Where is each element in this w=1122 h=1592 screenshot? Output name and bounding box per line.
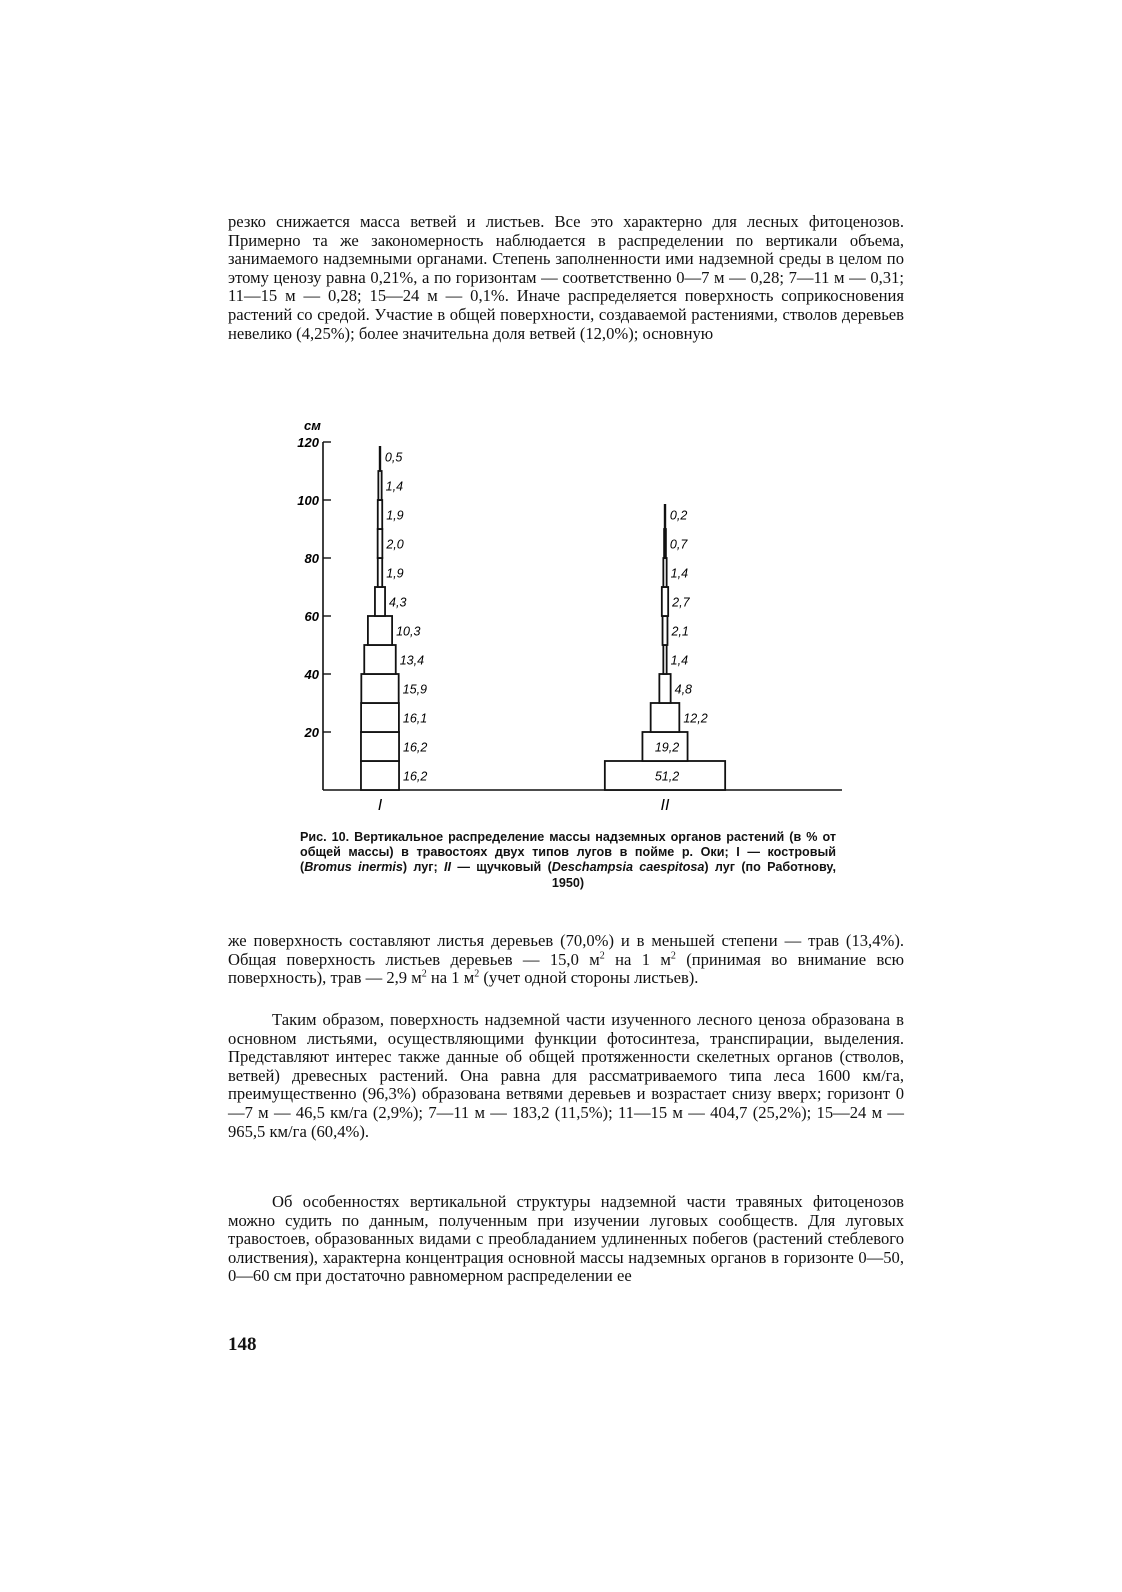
- bar-layer: [364, 645, 395, 674]
- bar-layer: [378, 471, 381, 500]
- series-label: II: [660, 797, 670, 814]
- vertical-mass-distribution-chart: [290, 412, 850, 822]
- bar-value-label: 16,1: [402, 711, 428, 726]
- bar-value-label: 0,2: [669, 508, 688, 523]
- series-label: I: [377, 797, 383, 814]
- bar-value-label: 1,4: [670, 653, 689, 668]
- bar-value-label: 13,4: [399, 653, 425, 668]
- bar-value-label: 12,2: [683, 711, 708, 726]
- bar-layer: [361, 732, 399, 761]
- bar-layer: [378, 529, 383, 558]
- bar-value-label: 0,5: [384, 450, 403, 465]
- bar-layer: [361, 703, 399, 732]
- y-tick-label: 80: [304, 551, 319, 566]
- figure-caption: Рис. 10. Вертикальное распределение массы надземных органов растений (в % от общей массы) в травостоях двух типов лугов в пойме р. Оки; I — костровый (Bromus inermis) луг; II — щучковый (Deschampsia caespitosa) луг (по Работнову, 1950): [300, 830, 836, 890]
- bar-layer: [361, 674, 398, 703]
- bar-value-label: 19,2: [654, 740, 680, 755]
- bar-value-label: 1,9: [386, 508, 404, 523]
- paragraph-1: резко снижается масса ветвей и листьев. Все это характерно для лесных фитоценозов. Примерно та же закономерность наблюдается в распределении по вертикали объема, занимаемого надземными органами. Степень заполненности ими надземной среды в целом по этому ценозу равна 0,21%, а по горизонтам — соответственно 0—7 м — 0,28; 7—11 м — 0,31; 11—15 м — 0,28; 15—24 м — 0,1%. Иначе распределяется поверхность соприкосновения растений со средой. Участие в общей поверхности, создаваемой растениями, стволов деревьев невелико (4,25%); более значительна доля ветвей (12,0%); основную: [228, 212, 904, 343]
- y-tick-label: 20: [304, 725, 319, 740]
- y-tick-label: 100: [297, 493, 319, 508]
- y-axis-unit-label: см: [304, 418, 321, 433]
- paragraph-3: Таким образом, поверхность надземной части изученного лесного ценоза образована в основном листьями, осуществляющими функции фотосинтеза, транспирации, выделения. Представляют интерес также данные об общей протяженности скелетных органов (стволов, ветвей) древесных растений. Она равна для рассматриваемого типа леса 1600 км/га, преимущественно (96,3%) образована ветвями деревьев и возрастает снизу вверх; горизонт 0—7 м — 46,5 км/га (2,9%); 7—11 м — 183,2 (11,5%); 11—15 м — 404,7 (25,2%); 15—24 м — 965,5 км/га (60,4%).: [228, 1010, 904, 1141]
- bar-value-label: 0,7: [669, 537, 688, 552]
- bar-value-label: 2,7: [672, 595, 690, 610]
- y-tick-label: 60: [304, 609, 319, 624]
- bar-layer: [663, 645, 666, 674]
- bar-layer: [664, 529, 666, 558]
- bar-layer: [659, 674, 670, 703]
- bar-value-label: 1,4: [670, 566, 689, 581]
- bar-value-label: 1,4: [385, 479, 404, 494]
- bar-layer: [378, 558, 382, 587]
- bar-value-label: 51,2: [654, 769, 680, 784]
- bar-layer: [378, 500, 382, 529]
- bar-value-label: 10,3: [396, 624, 421, 639]
- bar-value-label: 15,9: [402, 682, 428, 697]
- bar-value-label: 2,0: [386, 537, 404, 552]
- bar-value-label: 1,9: [386, 566, 404, 581]
- bar-layer: [361, 761, 399, 790]
- bar-value-label: 16,2: [403, 740, 428, 755]
- page-number: 148: [228, 1334, 257, 1355]
- bar-value-label: 4,3: [389, 595, 407, 610]
- bar-layer: [375, 587, 385, 616]
- y-tick-label: 120: [297, 435, 319, 450]
- bar-value-label: 4,8: [674, 682, 693, 697]
- y-tick-label: 40: [304, 667, 319, 682]
- bar-layer: [651, 703, 680, 732]
- bar-layer: [663, 616, 668, 645]
- bar-layer: [368, 616, 392, 645]
- bar-value-label: 16,2: [403, 769, 428, 784]
- bar-layer: [663, 558, 666, 587]
- paragraph-2: же поверхность составляют листья деревьев (70,0%) и в меньшей степени — трав (13,4%). Общая поверхность листьев деревьев — 15,0 $м^2$ на 1 $м^2$ (принимая во внимание всю поверхность), трав — 2,9 $м^2$ на 1 $м^2$ (учет одной стороны листьев).: [228, 931, 904, 988]
- bar-value-label: 2,1: [671, 624, 689, 639]
- paragraph-4: Об особенностях вертикальной структуры надземной части травяных фитоценозов можно судить по данным, полученным при изучении луговых сообществ. Для луговых травостоев, образованных видами с преобладанием удлиненных побегов (растений стеблевого олиствения), характерна концентрация основной массы надземных органов в горизонте 0—50, 0—60 см при достаточно равномерном распределении ее: [228, 1192, 904, 1286]
- bar-layer: [662, 587, 668, 616]
